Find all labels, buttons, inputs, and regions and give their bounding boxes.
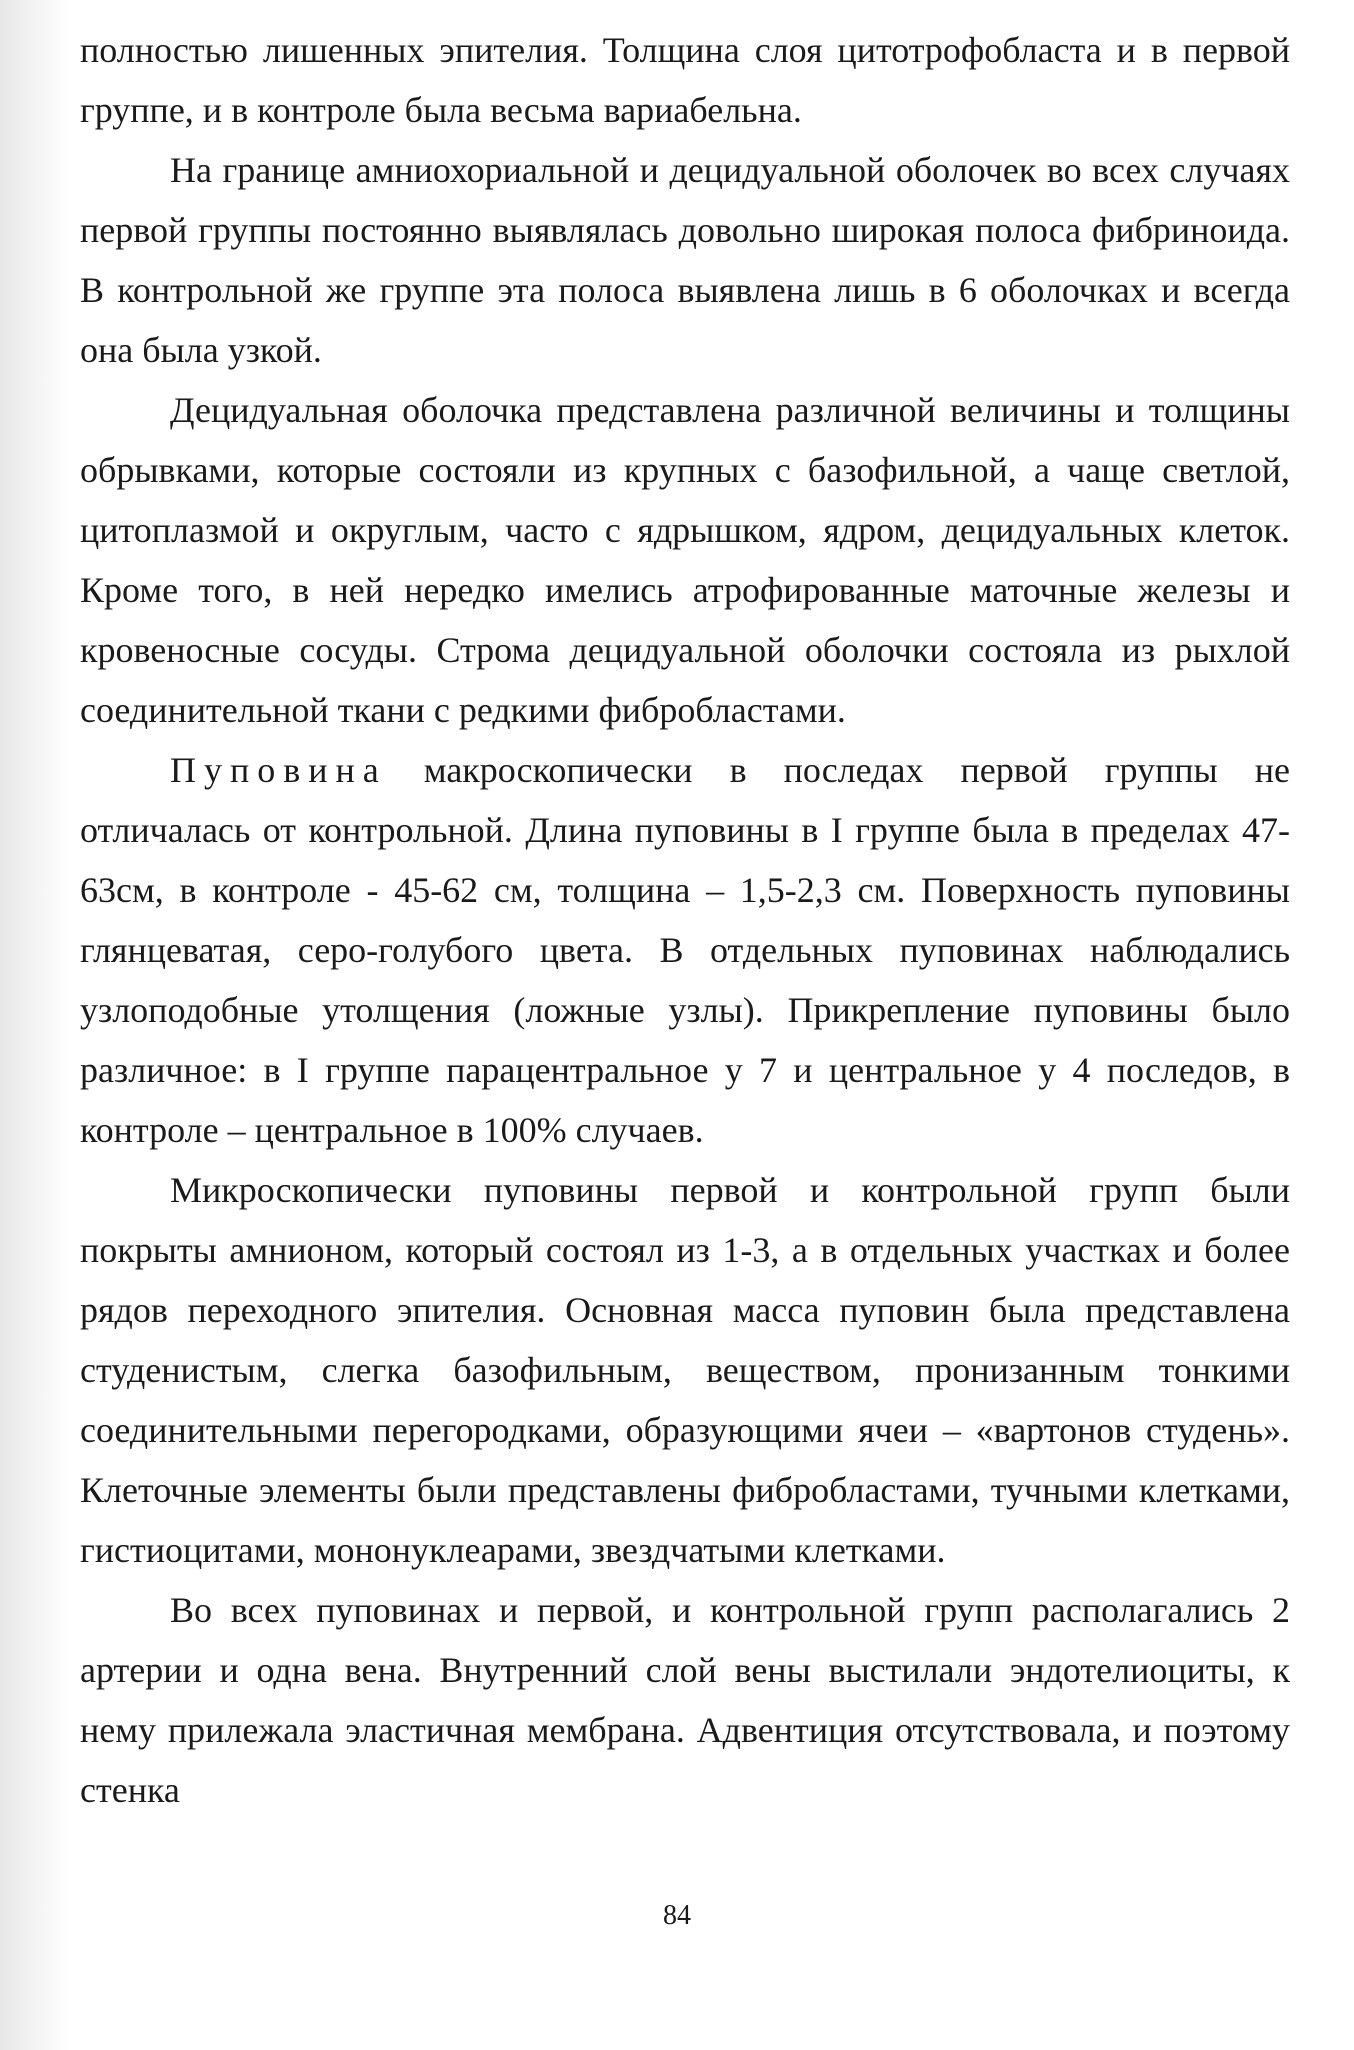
paragraph-2: На границе амниохориальной и децидуальной оболочек во всех случаях первой группы постоянно выявлялась довольно широкая полоса фибриноида. В контрольной же группе эта полоса выявлена лишь в 6 оболочках и всегда она была узкой. (80, 150, 1290, 370)
paragraph-4-body: макроскопически в последах первой группы не отличалась от контрольной. Длина пуповины в I группе была в пределах 47-63см, в контроле - 45-62 см, толщина – 1,5-2,3 см. Поверхность пуповины глянцеватая, серо-голубого цвета. В отдельных пуповинах наблюдались узлоподобные утолщения (ложные узлы). Прикрепление пуповины было различное: в I группе парацентральное у 7 и центральное у 4 последов, в контроле – центральное в 100% случаев. (80, 750, 1290, 1150)
paragraph-6: Во всех пуповинах и первой, и контрольной групп располагались 2 артерии и одна вена. Внутренний слой вены выстилали эндотелиоциты, к нему прилежала эластичная мембрана. Адвентиция отсутствовала, и поэтому стенка (80, 1590, 1290, 1810)
paragraph-3: Децидуальная оболочка представлена различной величины и толщины обрывками, которые состояли из крупных с базофильной, а чаще светлой, цитоплазмой и округлым, часто с ядрышком, ядром, децидуальных клеток. Кроме того, в ней нередко имелись атрофированные маточные железы и кровеносные сосуды. Строма децидуальной оболочки состояла из рыхлой соединительной ткани с редкими фибробластами. (80, 390, 1290, 730)
umbilical-cord-heading: Пуповина (170, 750, 387, 790)
paragraph-4 (80, 740, 1290, 1160)
paragraph-5: Микроскопически пуповины первой и контрольной групп были покрыты амнионом, который состоял из 1-3, а в отдельных участках и более рядов переходного эпителия. Основная масса пуповин была представлена студенистым, слегка базофильным, веществом, пронизанным тонкими соединительными перегородками, образующими ячеи – «вартонов студень». Клеточные элементы были представлены фибробластами, тучными клетками, гистиоцитами, мононуклеарами, звездчатыми клетками. (80, 1170, 1290, 1570)
page-number: 84 (663, 1900, 691, 1931)
scan-shadow-edge (0, 0, 70, 2050)
paragraph-1: полностью лишенных эпителия. Толщина слоя цитотрофобласта и в первой группе, и в контроле была весьма вариабельна. (80, 30, 1290, 130)
body-text (80, 20, 1290, 1820)
